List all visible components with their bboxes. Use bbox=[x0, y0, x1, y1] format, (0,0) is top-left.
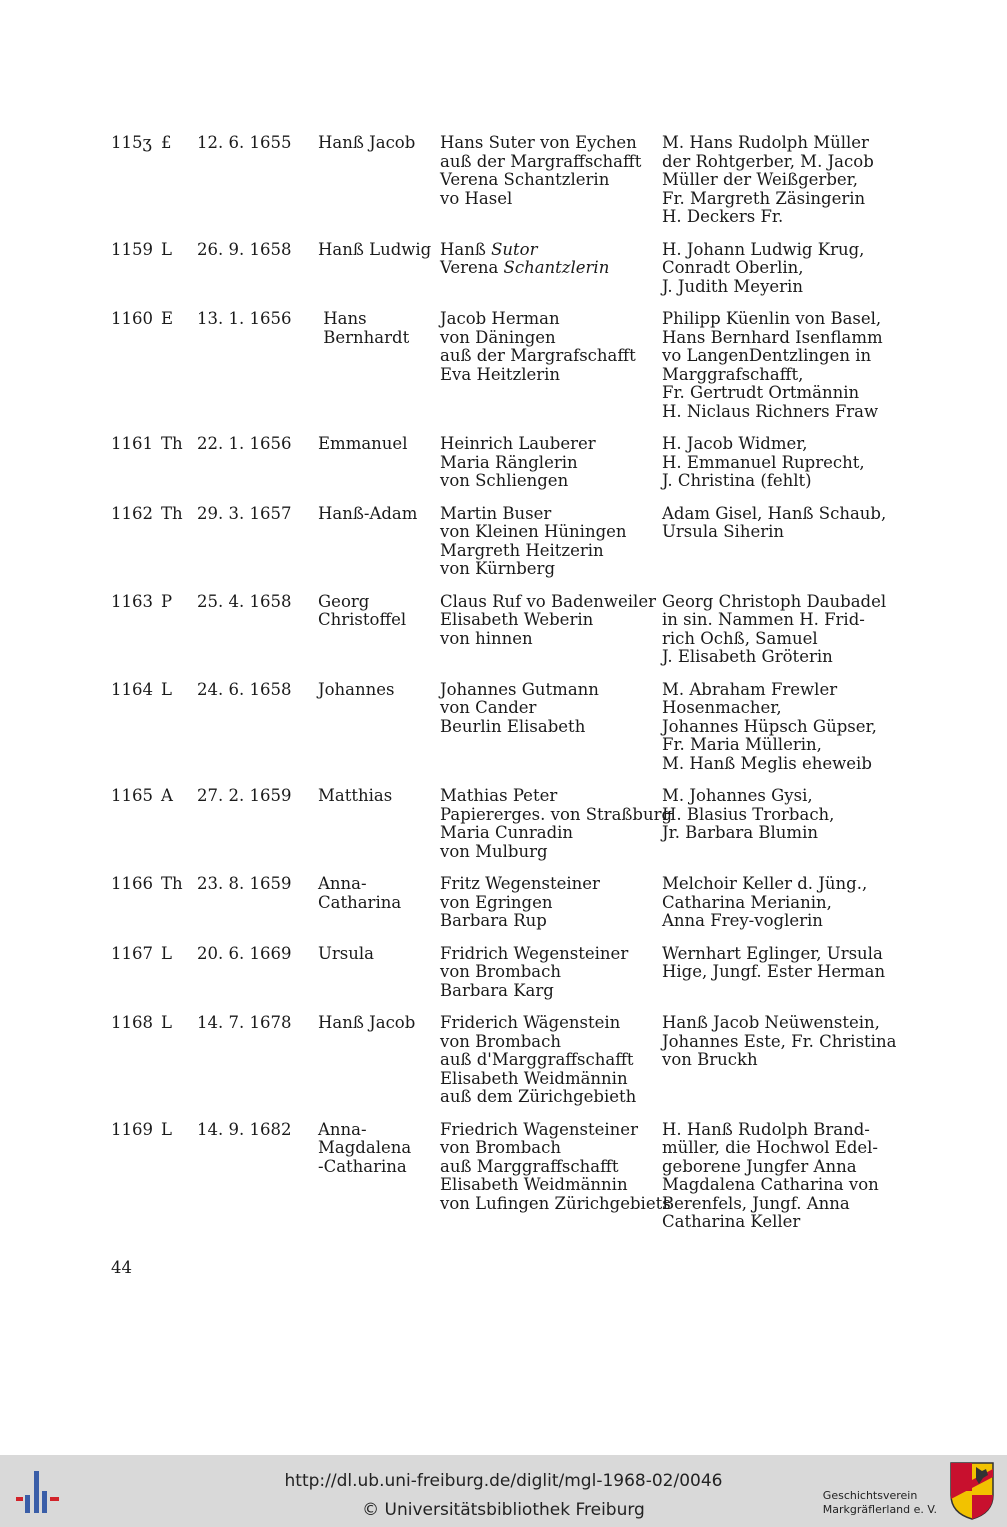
day-code: L bbox=[161, 1119, 172, 1139]
day-code: E bbox=[161, 309, 174, 328]
godparents-line: J. Christina (fehlt) bbox=[662, 471, 812, 490]
parents-line bbox=[440, 241, 662, 260]
child-name-line: Matthias bbox=[318, 786, 393, 805]
godparents-line: H. Emmanuel Ruprecht, bbox=[662, 452, 865, 472]
child-name-line: Anna- bbox=[318, 874, 367, 893]
day-code: L bbox=[161, 1013, 172, 1032]
parents-line: Barbara Rup bbox=[440, 911, 547, 930]
child-name bbox=[318, 593, 440, 667]
parents-line: von Brombach bbox=[440, 962, 561, 981]
godparents bbox=[662, 945, 901, 1001]
entry-number: 1168 bbox=[111, 1013, 153, 1032]
child-name bbox=[318, 1014, 440, 1107]
godparents-line: von Bruckh bbox=[662, 1050, 758, 1069]
child-name-line: -Catharina bbox=[318, 1156, 407, 1176]
child-name-line: Hanß Ludwig bbox=[318, 239, 432, 259]
entry-number: 1161 bbox=[111, 434, 153, 453]
parents-line: vo Hasel bbox=[440, 188, 513, 208]
parents-line: Martin Buser bbox=[440, 503, 552, 523]
godparents-line: H. Niclaus Richners Fraw bbox=[662, 401, 879, 421]
parents-line: Elisabeth Weidmännin bbox=[440, 1068, 628, 1088]
parents-line: von Kürnberg bbox=[440, 559, 556, 578]
register-entry bbox=[111, 241, 901, 297]
day-code: Th bbox=[161, 503, 183, 523]
godparents-line: H. Johann Ludwig Krug, bbox=[662, 239, 865, 259]
baptism-date: 29. 3. 1657 bbox=[197, 503, 292, 523]
godparents-line: Fr. Gertrudt Ortmännin bbox=[662, 383, 860, 402]
godparents-line: H. Blasius Trorbach, bbox=[662, 804, 835, 824]
godparents-line: Fr. Margreth Zäsingerin bbox=[662, 188, 866, 208]
godparents-line: M. Abraham Frewler bbox=[662, 679, 838, 699]
godparents bbox=[662, 593, 901, 667]
child-name bbox=[318, 134, 440, 227]
godparents bbox=[662, 681, 901, 774]
child-name-line: Anna- bbox=[318, 1119, 367, 1139]
godparents-line: Conradt Oberlin, bbox=[662, 258, 804, 277]
parents bbox=[440, 241, 662, 297]
parents-line: Johannes Gutmann bbox=[440, 679, 599, 699]
entry-number: 1167 bbox=[111, 943, 153, 963]
child-name-line: Ursula bbox=[318, 943, 375, 963]
parents-line: auß Marggraffschafft bbox=[440, 1156, 619, 1176]
godparents-line: Magdalena Catharina von bbox=[662, 1175, 879, 1194]
parents-line: Mathias Peter bbox=[440, 786, 558, 805]
godparents-line: Catharina Keller bbox=[662, 1212, 801, 1231]
child-name-line: Christoffel bbox=[318, 610, 407, 629]
child-name-line: Bernhardt bbox=[318, 327, 410, 347]
register-entry bbox=[111, 310, 901, 421]
godparents-line: M. Johannes Gysi, bbox=[662, 786, 813, 805]
godparents-line: Anna Frey-voglerin bbox=[662, 911, 823, 930]
child-name-line: Georg bbox=[318, 591, 370, 611]
godparents-line: Hans Bernhard Isenflamm bbox=[662, 327, 883, 347]
baptism-date: 14. 7. 1678 bbox=[197, 1013, 292, 1032]
coat-of-arms-icon bbox=[949, 1461, 995, 1521]
parents-line: Friedrich Wagensteiner bbox=[440, 1119, 638, 1139]
child-name-line: Magdalena bbox=[318, 1138, 412, 1157]
parents bbox=[440, 1119, 671, 1232]
register-entry bbox=[111, 875, 901, 931]
entry-number: 1162 bbox=[111, 503, 153, 523]
day-code: L bbox=[161, 679, 172, 699]
baptism-register bbox=[111, 134, 901, 1246]
parents-line: von Däningen bbox=[440, 327, 556, 347]
godparents bbox=[662, 241, 901, 297]
godparents bbox=[662, 505, 901, 579]
source-url-link[interactable]: http://dl.ub.uni-freiburg.de/diglit/mgl-1968-02/0046 bbox=[284, 1471, 723, 1491]
mother-first-name: Verena bbox=[440, 258, 504, 277]
child-name bbox=[318, 787, 440, 861]
godparents-line: Hige, Jungf. Ester Herman bbox=[662, 962, 886, 981]
father-surname: Sutor bbox=[491, 239, 538, 259]
godparents-line: vo LangenDentzlingen in bbox=[662, 346, 872, 365]
child-name-line: Hanß Jacob bbox=[318, 133, 416, 152]
parents-line: von Egringen bbox=[440, 892, 553, 912]
parents-line: auß der Margraffschafft bbox=[440, 151, 642, 171]
child-name-line: Johannes bbox=[318, 679, 395, 699]
register-entry bbox=[111, 787, 901, 861]
child-name-line: Hanß-Adam bbox=[318, 503, 418, 523]
godparents-line: Catharina Merianin, bbox=[662, 892, 832, 912]
parents-line: Claus Ruf vo Badenweiler bbox=[440, 591, 656, 611]
godparents-line: Johannes Este, Fr. Christina bbox=[662, 1031, 897, 1051]
baptism-date: 20. 6. 1669 bbox=[197, 943, 292, 963]
godparents-line: Fr. Maria Müllerin, bbox=[662, 735, 822, 754]
parents bbox=[440, 310, 662, 421]
godparents bbox=[662, 1014, 901, 1107]
child-name bbox=[318, 241, 440, 297]
godparents-line: Ursula Siherin bbox=[662, 522, 785, 541]
godparents-line: Jr. Barbara Blumin bbox=[662, 823, 818, 842]
parents-line: Jacob Herman bbox=[440, 309, 560, 328]
parents bbox=[440, 435, 662, 491]
day-code: A bbox=[161, 786, 173, 805]
copyright-text: © Universitätsbibliothek Freiburg bbox=[362, 1500, 645, 1520]
parents-line bbox=[440, 259, 662, 278]
godparents-line: geborene Jungfer Anna bbox=[662, 1156, 857, 1176]
parents bbox=[440, 945, 662, 1001]
baptism-date: 27. 2. 1659 bbox=[197, 786, 292, 805]
godparents-line: J. Judith Meyerin bbox=[662, 276, 803, 296]
parents-line: Eva Heitzlerin bbox=[440, 364, 561, 384]
baptism-date: 25. 4. 1658 bbox=[197, 591, 292, 611]
society-line-1: Geschichtsverein bbox=[822, 1489, 918, 1502]
godparents-line: rich Ochß, Samuel bbox=[662, 628, 818, 648]
parents-line: von Schliengen bbox=[440, 471, 569, 490]
register-entry bbox=[111, 1121, 901, 1232]
day-code: Th bbox=[161, 874, 183, 893]
day-code: L bbox=[161, 943, 172, 963]
register-entry bbox=[111, 505, 901, 579]
child-name bbox=[318, 505, 440, 579]
register-entry bbox=[111, 1014, 901, 1107]
parents-line: Elisabeth Weberin bbox=[440, 610, 594, 629]
godparents-line: müller, die Hochwol Edel- bbox=[662, 1138, 878, 1157]
day-code: P bbox=[161, 591, 173, 611]
godparents-line: Melchoir Keller d. Jüng., bbox=[662, 874, 868, 893]
godparents-line: Berenfels, Jungf. Anna bbox=[662, 1193, 850, 1213]
entry-number: 1165 bbox=[111, 786, 153, 805]
baptism-date: 13. 1. 1656 bbox=[197, 309, 292, 328]
child-name bbox=[318, 875, 440, 931]
baptism-date: 26. 9. 1658 bbox=[197, 239, 292, 259]
parents-line: Maria Cunradin bbox=[440, 823, 574, 842]
godparents-line: Hosenmacher, bbox=[662, 698, 782, 717]
child-name bbox=[318, 1121, 440, 1232]
godparents bbox=[662, 435, 901, 491]
parents-line: Verena Schantzlerin bbox=[440, 170, 610, 189]
register-entry bbox=[111, 134, 901, 227]
parents bbox=[440, 593, 662, 667]
godparents-line: J. Elisabeth Gröterin bbox=[662, 647, 833, 666]
parents-line: Heinrich Lauberer bbox=[440, 434, 596, 453]
baptism-date: 12. 6. 1655 bbox=[197, 133, 292, 152]
parents-line: Papiererges. von Straßburg bbox=[440, 804, 673, 824]
godparents bbox=[662, 310, 901, 421]
godparents-line: Philipp Küenlin von Basel, bbox=[662, 309, 882, 328]
baptism-date: 22. 1. 1656 bbox=[197, 434, 292, 453]
parents bbox=[440, 505, 662, 579]
parents-line: Margreth Heitzerin bbox=[440, 540, 604, 560]
parents bbox=[440, 134, 662, 227]
godparents-line: der Rohtgerber, M. Jacob bbox=[662, 151, 874, 171]
godparents-line: in sin. Nammen H. Frid- bbox=[662, 610, 865, 629]
child-name bbox=[318, 681, 440, 774]
godparents-line: Müller der Weißgerber, bbox=[662, 170, 858, 189]
godparents-line: M. Hans Rudolph Müller bbox=[662, 133, 869, 152]
child-name-line: Hanß Jacob bbox=[318, 1013, 416, 1032]
child-name bbox=[318, 945, 440, 1001]
entry-number: 1164 bbox=[111, 679, 153, 699]
godparents-line: M. Hanß Meglis eheweib bbox=[662, 753, 872, 773]
day-code: Th bbox=[161, 434, 183, 453]
register-entry bbox=[111, 945, 901, 1001]
parents-line: von hinnen bbox=[440, 628, 533, 648]
child-name-line: Hans bbox=[318, 309, 367, 328]
entry-number: 1166 bbox=[111, 874, 153, 893]
footer-bar bbox=[0, 1455, 1007, 1527]
register-entry bbox=[111, 681, 901, 774]
godparents bbox=[662, 787, 901, 861]
child-name bbox=[318, 435, 440, 491]
baptism-date: 14. 9. 1682 bbox=[197, 1119, 292, 1139]
entry-number: 1159 bbox=[111, 239, 153, 259]
parents bbox=[440, 875, 662, 931]
parents-line: von Lufingen Zürichgebiets bbox=[440, 1193, 671, 1213]
register-entry bbox=[111, 435, 901, 491]
parents-line: von Brombach bbox=[440, 1138, 561, 1157]
godparents bbox=[662, 1121, 901, 1232]
mother-surname: Schantzlerin bbox=[503, 258, 610, 277]
baptism-date: 24. 6. 1658 bbox=[197, 679, 292, 699]
entry-number: 1160 bbox=[111, 309, 153, 328]
society-line-2: Markgräflerland e. V. bbox=[822, 1503, 937, 1516]
day-code: L bbox=[161, 239, 172, 259]
parents-line: Fridrich Wegensteiner bbox=[440, 943, 629, 963]
parents-line: von Cander bbox=[440, 698, 537, 717]
society-name bbox=[823, 1489, 937, 1517]
parents-line: Friderich Wägenstein bbox=[440, 1013, 621, 1032]
parents-line: Maria Ränglerin bbox=[440, 452, 578, 472]
godparents bbox=[662, 134, 901, 227]
godparents-line: Wernhart Eglinger, Ursula bbox=[662, 943, 883, 963]
parents-line: von Brombach bbox=[440, 1031, 561, 1051]
godparents-line: H. Hanß Rudolph Brand- bbox=[662, 1119, 870, 1139]
parents-line: Barbara Karg bbox=[440, 980, 554, 1000]
entry-number: 1169 bbox=[111, 1119, 153, 1139]
parents-line: von Mulburg bbox=[440, 841, 548, 861]
child-name-line: Catharina bbox=[318, 892, 402, 912]
child-name bbox=[318, 310, 440, 421]
godparents-line: Marggrafschafft, bbox=[662, 364, 804, 384]
godparents-line: H. Deckers Fr. bbox=[662, 207, 784, 226]
register-entry bbox=[111, 593, 901, 667]
father-first-name: Hanß bbox=[440, 239, 492, 259]
parents-line: Elisabeth Weidmännin bbox=[440, 1175, 628, 1194]
baptism-date: 23. 8. 1659 bbox=[197, 874, 292, 893]
godparents bbox=[662, 875, 901, 931]
page-number: 44 bbox=[111, 1258, 132, 1277]
entry-number: 1163 bbox=[111, 591, 153, 611]
parents-line: auß d'Marggraffschafft bbox=[440, 1050, 634, 1069]
godparents-line: Hanß Jacob Neüwenstein, bbox=[662, 1013, 880, 1032]
parents-line: von Kleinen Hüningen bbox=[440, 522, 627, 541]
parents-line: auß dem Zürichgebieth bbox=[440, 1087, 637, 1106]
godparents-line: H. Jacob Widmer, bbox=[662, 434, 808, 453]
godparents-line: Georg Christoph Daubadel bbox=[662, 591, 887, 611]
day-code: £ bbox=[161, 133, 172, 152]
parents-line: Hans Suter von Eychen bbox=[440, 133, 637, 152]
parents-line: auß der Margrafschafft bbox=[440, 346, 636, 365]
godparents-line: Johannes Hüpsch Güpser, bbox=[662, 716, 877, 736]
child-name-line: Emmanuel bbox=[318, 434, 408, 453]
entry-number: 115ʒ bbox=[111, 133, 152, 152]
parents bbox=[440, 681, 662, 774]
parents bbox=[440, 786, 673, 861]
parents-line: Beurlin Elisabeth bbox=[440, 716, 586, 736]
godparents-line: Adam Gisel, Hanß Schaub, bbox=[662, 503, 887, 523]
parents bbox=[440, 1014, 662, 1107]
parents-line: Fritz Wegensteiner bbox=[440, 874, 600, 893]
